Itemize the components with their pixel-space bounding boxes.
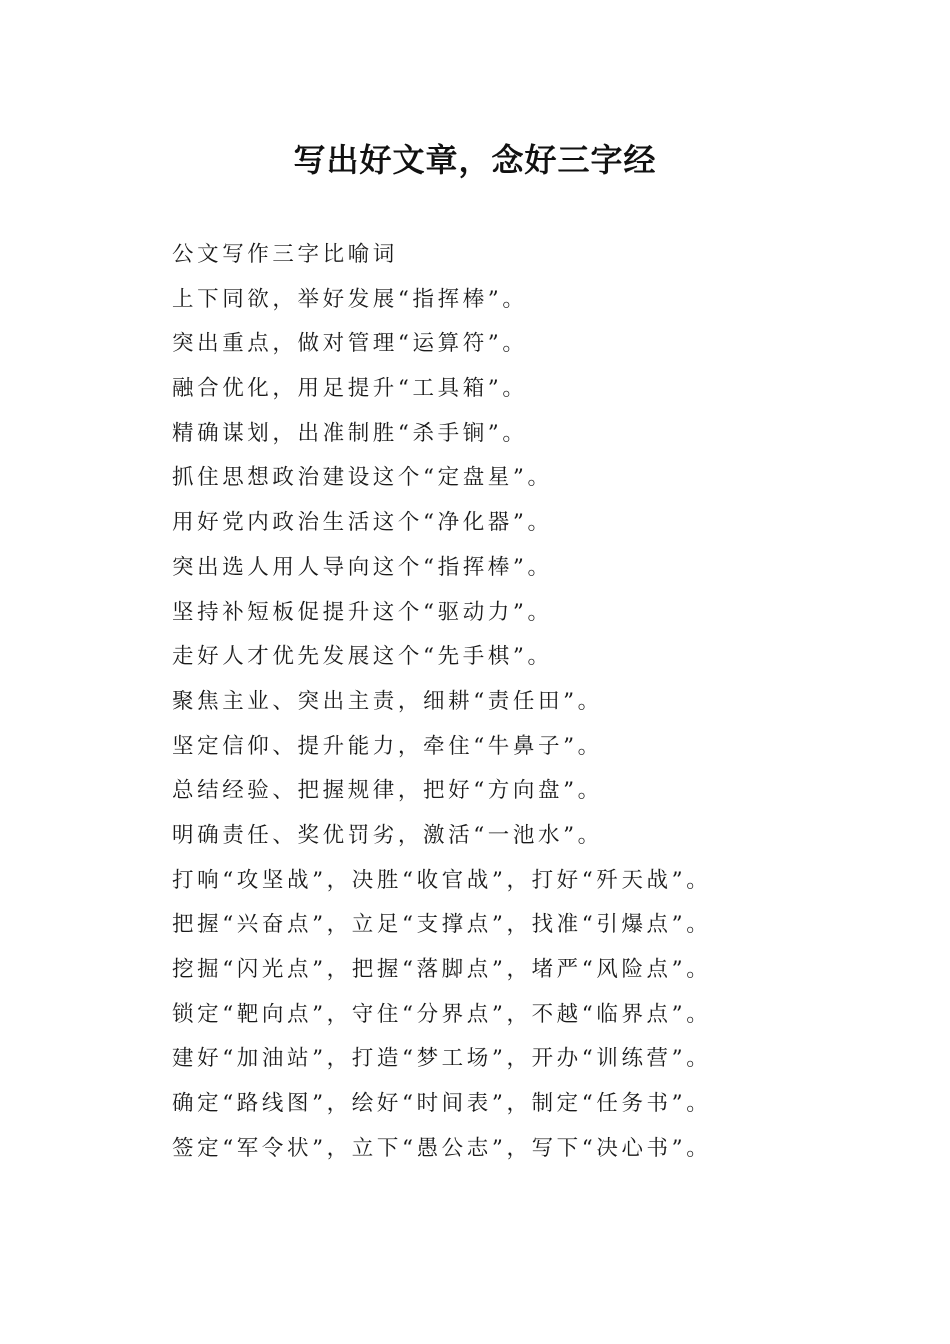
- text-line: 建好“加油站”，打造“梦工场”，开办“训练营”。: [172, 1046, 712, 1072]
- text-line: 上下同欲，举好发展“指挥棒”。: [172, 286, 528, 312]
- text-line: 突出重点，做对管理“运算符”。: [172, 331, 528, 357]
- text-line: 融合优化，用足提升“工具箱”。: [172, 376, 528, 402]
- text-line: 打响“攻坚战”，决胜“收官战”，打好“歼天战”。: [172, 867, 712, 893]
- text-line: 精确谋划，出准制胜“杀手锏”。: [172, 420, 528, 446]
- text-line: 走好人才优先发展这个“先手棋”。: [172, 644, 553, 670]
- text-line: 挖掘“闪光点”，把握“落脚点”，堵严“风险点”。: [172, 957, 712, 982]
- text-line: 坚定信仰、提升能力，牵住“牛鼻子”。: [172, 733, 603, 759]
- text-line: 坚持补短板促提升这个“驱动力”。: [172, 599, 553, 625]
- text-line: 总结经验、把握规律，把好“方向盘”。: [172, 778, 603, 804]
- text-line: 用好党内政治生活这个“净化器”。: [172, 510, 553, 536]
- text-line: 签定“军令状”，立下“愚公志”，写下“决心书”。: [172, 1135, 712, 1161]
- text-line: 抓住思想政治建设这个“定盘星”。: [172, 465, 553, 491]
- document-body: [172, 233, 912, 1171]
- text-line: 突出选人用人导向这个“指挥棒”。: [172, 554, 553, 580]
- text-line: 锁定“靶向点”，守住“分界点”，不越“临界点”。: [172, 1001, 712, 1027]
- text-line: 聚焦主业、突出主责，细耕“责任田”。: [172, 688, 603, 714]
- text-line: 把握“兴奋点”，立足“支撑点”，找准“引爆点”。: [172, 912, 712, 938]
- text-line: 明确责任、奖优罚劣，激活“一池水”。: [172, 822, 603, 848]
- text-line: 确定“路线图”，绘好“时间表”，制定“任务书”。: [172, 1091, 712, 1117]
- document-title: 写出好文章，念好三字经: [293, 141, 657, 179]
- text-line: 公文写作三字比喻词: [172, 242, 398, 267]
